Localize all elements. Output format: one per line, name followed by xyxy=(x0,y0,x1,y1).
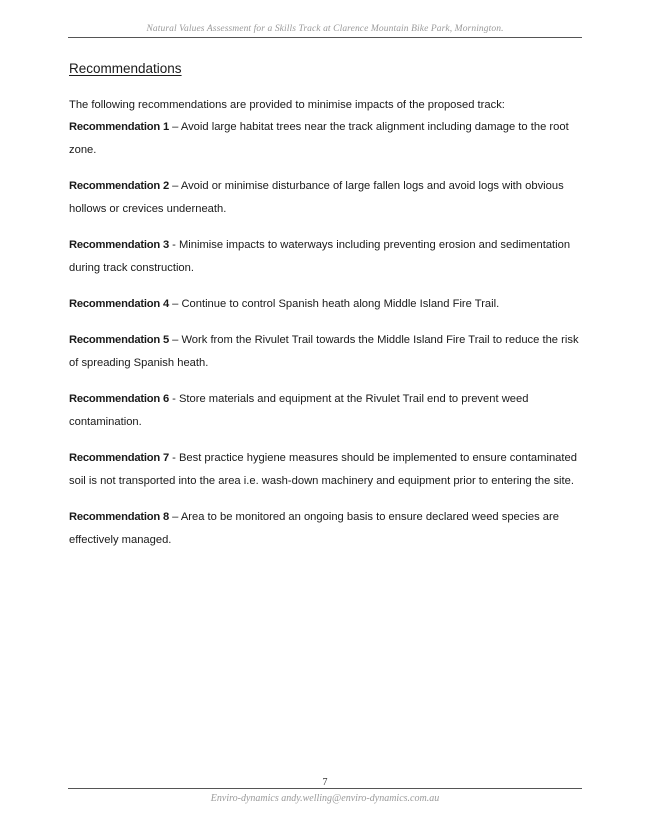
page-number: 7 xyxy=(322,777,328,788)
section-heading: Recommendations xyxy=(69,61,182,76)
footer-contact: Enviro-dynamics andy.welling@enviro-dynamics.com.au xyxy=(210,793,440,804)
page-header xyxy=(68,18,582,38)
document-body xyxy=(69,56,579,552)
recommendation-text: – Avoid large habitat trees near the track alignment including damage to the root zone. xyxy=(69,121,569,156)
recommendation-text: – Continue to control Spanish heath along Middle Island Fire Trail. xyxy=(169,298,500,310)
recommendation-text: - Minimise impacts to waterways including preventing erosion and sedimentation during track construction. xyxy=(69,239,571,274)
recommendation-label: Recommendation 3 xyxy=(69,239,169,251)
intro-paragraph: The following recommendations are provided to minimise impacts of the proposed track: xyxy=(69,99,505,111)
page-footer xyxy=(68,777,582,804)
recommendation-label: Recommendation 4 xyxy=(69,298,169,310)
recommendation-label: Recommendation 6 xyxy=(69,393,169,405)
recommendation-7 xyxy=(69,447,579,493)
recommendation-8 xyxy=(69,506,579,552)
recommendation-label: Recommendation 2 xyxy=(69,180,169,192)
recommendation-4 xyxy=(69,293,579,316)
recommendation-6 xyxy=(69,388,579,434)
recommendation-text: – Area to be monitored an ongoing basis to ensure declared weed species are effectively managed. xyxy=(69,511,559,546)
recommendation-text: - Store materials and equipment at the Rivulet Trail end to prevent weed contamination. xyxy=(69,393,529,428)
recommendation-2 xyxy=(69,175,579,221)
recommendation-1 xyxy=(69,116,579,162)
recommendation-5 xyxy=(69,329,579,375)
recommendation-text: – Avoid or minimise disturbance of large fallen logs and avoid logs with obvious hollows or crevices underneath. xyxy=(69,180,564,215)
recommendation-text: - Best practice hygiene measures should be implemented to ensure contaminated soil is not transported into the area i.e. wash-down machinery and equipment prior to entering the site. xyxy=(69,452,577,487)
recommendation-text: – Work from the Rivulet Trail towards the Middle Island Fire Trail to reduce the risk of spreading Spanish heath. xyxy=(69,334,579,369)
header-title: Natural Values Assessment for a Skills Track at Clarence Mountain Bike Park, Mornington. xyxy=(146,24,504,34)
recommendation-label: Recommendation 7 xyxy=(69,452,169,464)
recommendation-3 xyxy=(69,234,579,280)
recommendation-label: Recommendation 1 xyxy=(69,121,169,133)
recommendation-label: Recommendation 5 xyxy=(69,334,169,346)
recommendation-label: Recommendation 8 xyxy=(69,511,169,523)
